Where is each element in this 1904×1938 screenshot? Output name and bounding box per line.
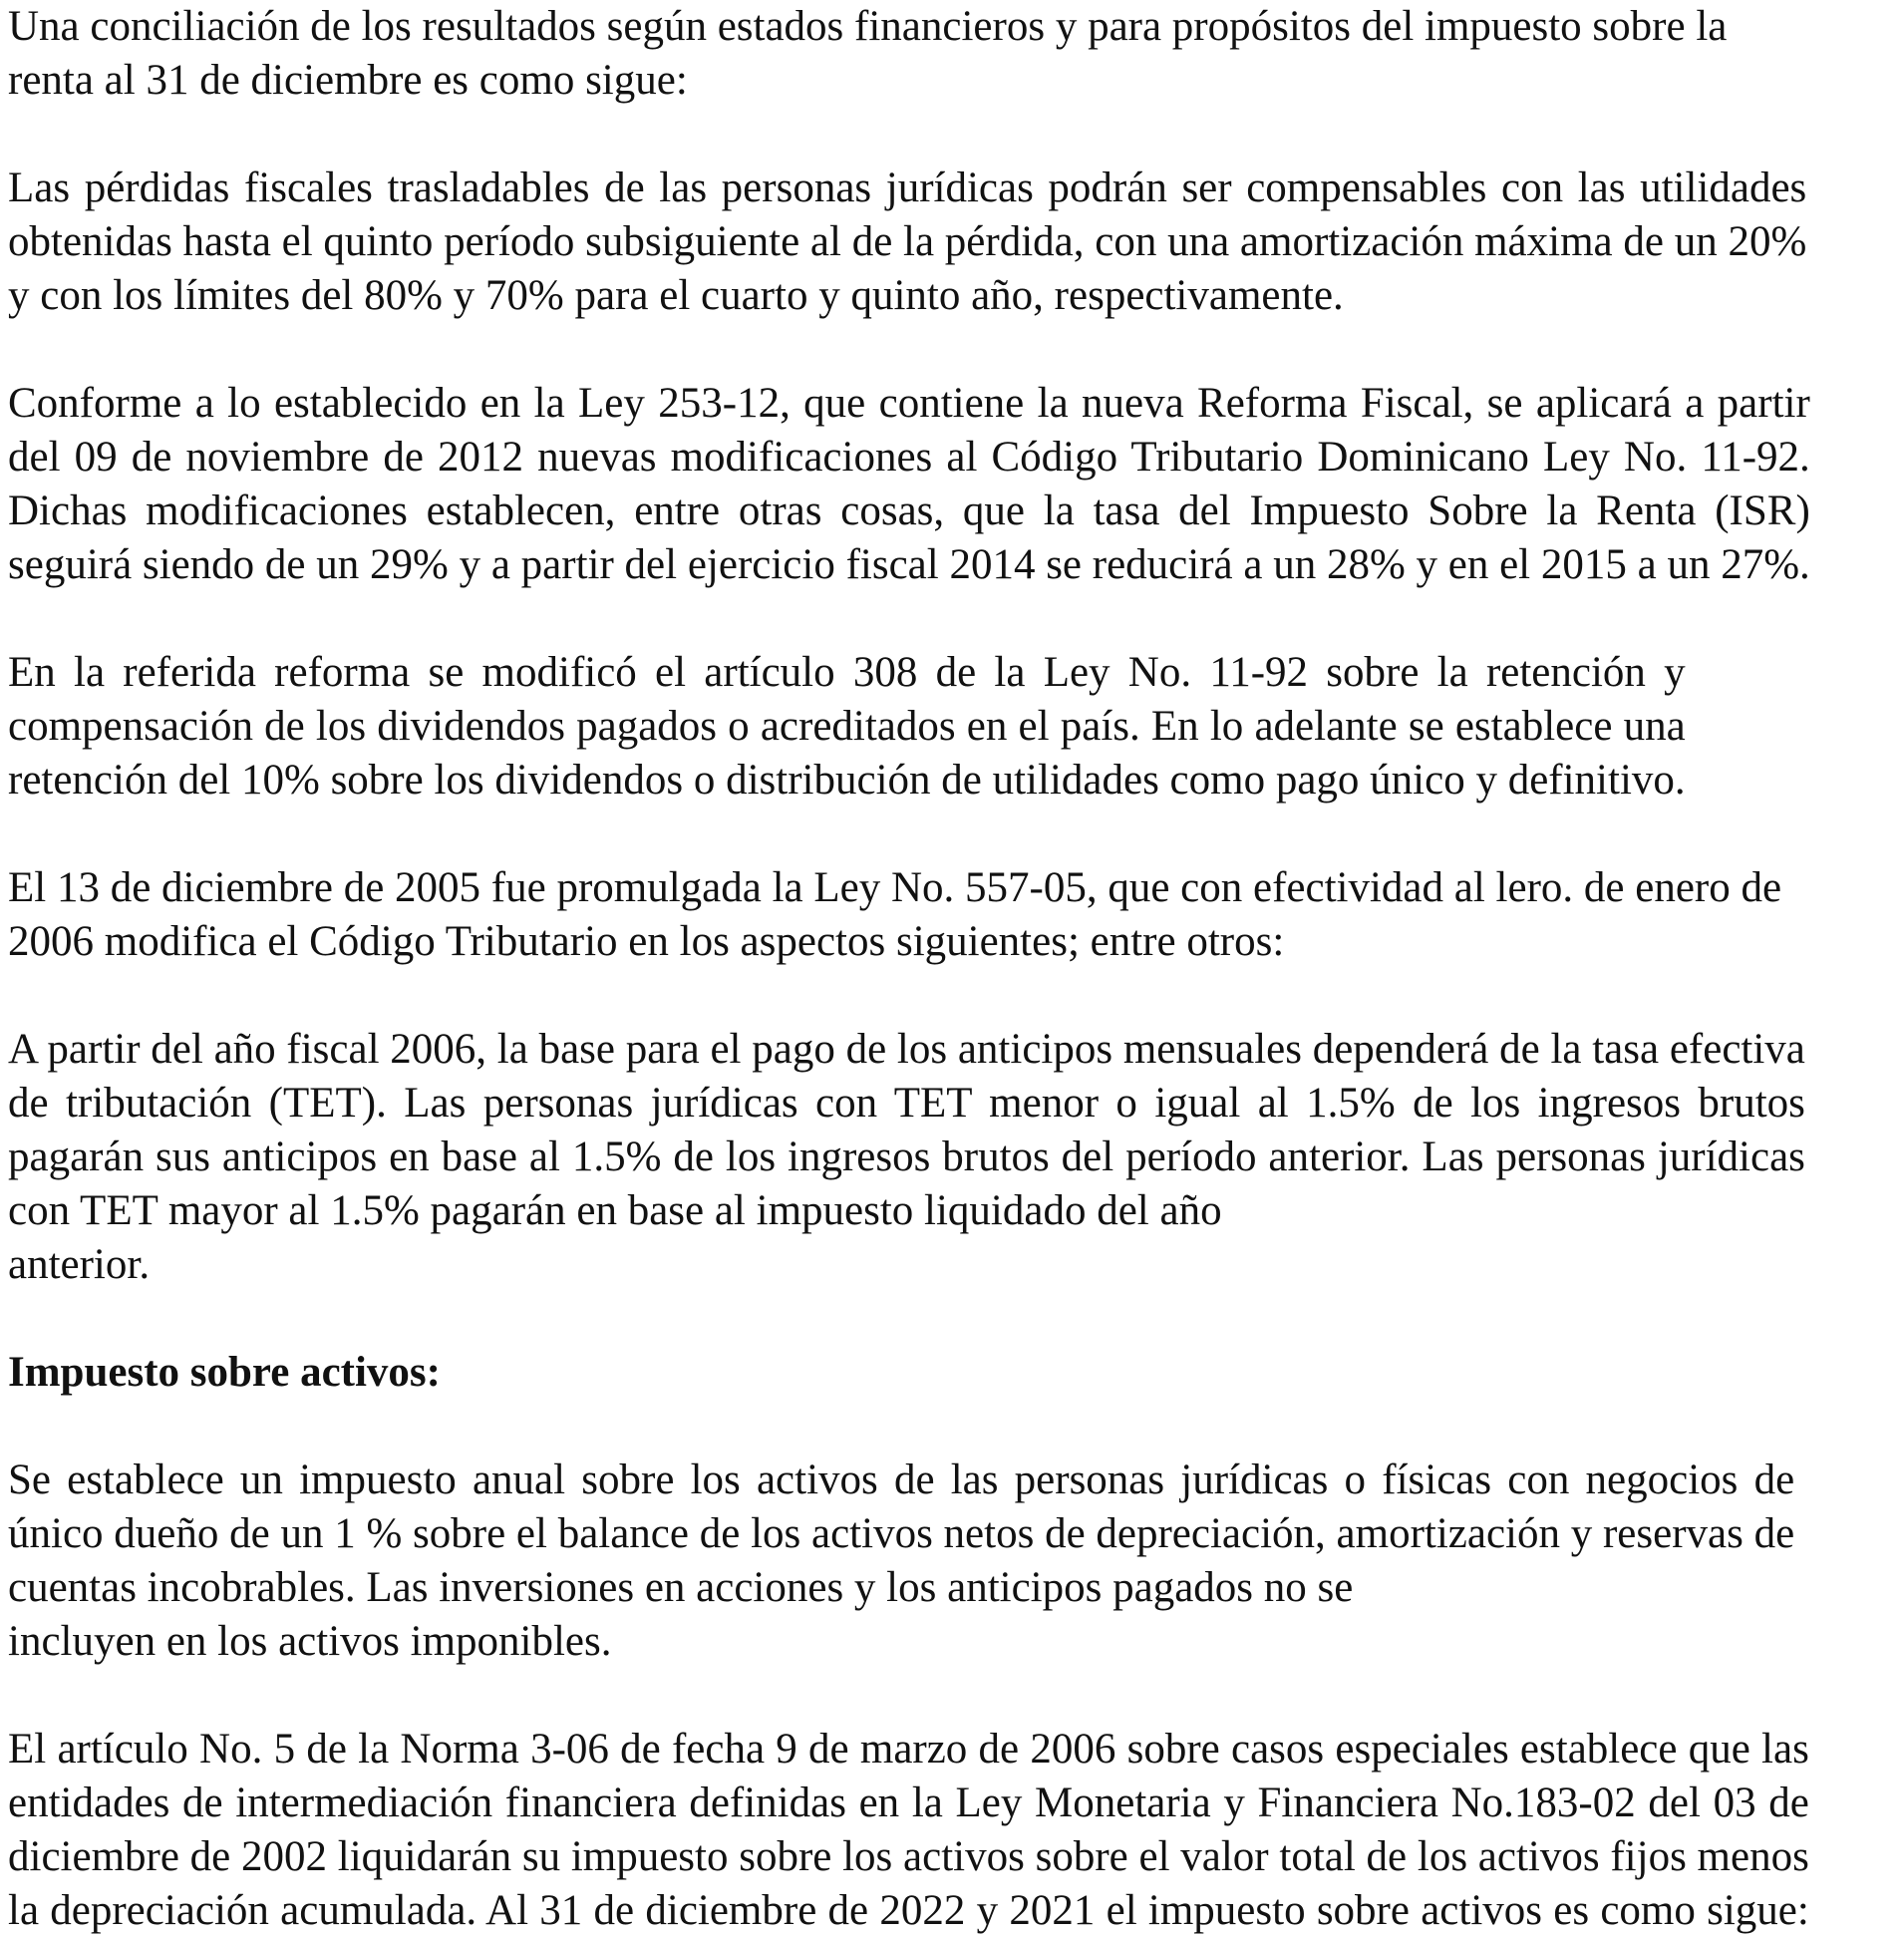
paragraph-reconciliation-intro — [8, 0, 1727, 108]
paragraph-advance-payments — [8, 1023, 1805, 1292]
text-line: cuentas incobrables. Las inversiones en acciones y los anticipos pagados no se — [8, 1564, 1354, 1611]
section-heading-asset-tax: Impuesto sobre activos: — [8, 1349, 441, 1396]
paragraph-law-253-12 — [8, 377, 1810, 592]
text-line: entidades de intermediación financiera definidas en la Ley Monetaria y Financiera No.183-02 del 03 de — [8, 1779, 1809, 1826]
text-line: compensación de los dividendos pagados o acreditados en el país. En lo adelante se establece una — [8, 703, 1686, 750]
text-line: A partir del año fiscal 2006, la base para el pago de los anticipos mensuales dependerá de la tasa efectiva — [8, 1026, 1805, 1073]
text-line: Una conciliación de los resultados según estados financieros y para propósitos del impuesto sobre la — [8, 3, 1728, 50]
paragraph-asset-tax — [8, 1454, 1794, 1669]
text-line: del 09 de noviembre de 2012 nuevas modificaciones al Código Tributario Dominicano Ley No. 11-92. — [8, 434, 1810, 481]
text-line: incluyen en los activos imponibles. — [8, 1618, 612, 1665]
paragraph-tax-losses — [8, 162, 1806, 323]
text-line: retención del 10% sobre los dividendos o distribución de utilidades como pago único y definitivo. — [8, 757, 1686, 804]
text-line: anterior. — [8, 1241, 151, 1288]
text-line: la depreciación acumulada. Al 31 de diciembre de 2022 y 2021 el impuesto sobre activos es como sigue: — [8, 1887, 1809, 1934]
paragraph-article-308 — [8, 646, 1686, 808]
paragraph-norma-3-06 — [8, 1723, 1809, 1938]
text-line: Las pérdidas fiscales trasladables de las personas jurídicas podrán ser compensables con las utilidades — [8, 164, 1807, 211]
text-line: diciembre de 2002 liquidarán su impuesto sobre los activos sobre el valor total de los activos fijos menos — [8, 1833, 1809, 1880]
text-line: 2006 modifica el Código Tributario en los aspectos siguientes; entre otros: — [8, 918, 1285, 965]
text-line: de tributación (TET). Las personas jurídicas con TET menor o igual al 1.5% de los ingresos brutos — [8, 1080, 1805, 1127]
text-line: único dueño de un 1 % sobre el balance de los activos netos de depreciación, amortización y reservas de — [8, 1510, 1795, 1557]
text-line: pagarán sus anticipos en base al 1.5% de los ingresos brutos del período anterior. Las personas jurídicas — [8, 1133, 1805, 1180]
text-line: y con los límites del 80% y 70% para el cuarto y quinto año, respectivamente. — [8, 272, 1344, 319]
text-line: Dichas modificaciones establecen, entre otras cosas, que la tasa del Impuesto Sobre la Renta (ISR) — [8, 487, 1810, 534]
text-line: Conforme a lo establecido en la Ley 253-12, que contiene la nueva Reforma Fiscal, se aplicará a partir — [8, 380, 1810, 427]
text-line: En la referida reforma se modificó el artículo 308 de la Ley No. 11-92 sobre la retención y — [8, 649, 1686, 696]
text-line: seguirá siendo de un 29% y a partir del ejercicio fiscal 2014 se reducirá a un 28% y en el 2015 a un 27%. — [8, 541, 1810, 588]
text-line: El 13 de diciembre de 2005 fue promulgada la Ley No. 557-05, que con efectividad al lero. de enero de — [8, 864, 1782, 911]
text-line: renta al 31 de diciembre es como sigue: — [8, 57, 688, 104]
text-line: obtenidas hasta el quinto período subsiguiente al de la pérdida, con una amortización máxima de un 20% — [8, 218, 1807, 265]
text-line: con TET mayor al 1.5% pagarán en base al impuesto liquidado del año — [8, 1187, 1222, 1234]
paragraph-law-557-05 — [8, 861, 1781, 969]
text-line: El artículo No. 5 de la Norma 3-06 de fecha 9 de marzo de 2006 sobre casos especiales establece que las — [8, 1726, 1809, 1773]
text-line: Se establece un impuesto anual sobre los activos de las personas jurídicas o físicas con negocios de — [8, 1456, 1795, 1503]
